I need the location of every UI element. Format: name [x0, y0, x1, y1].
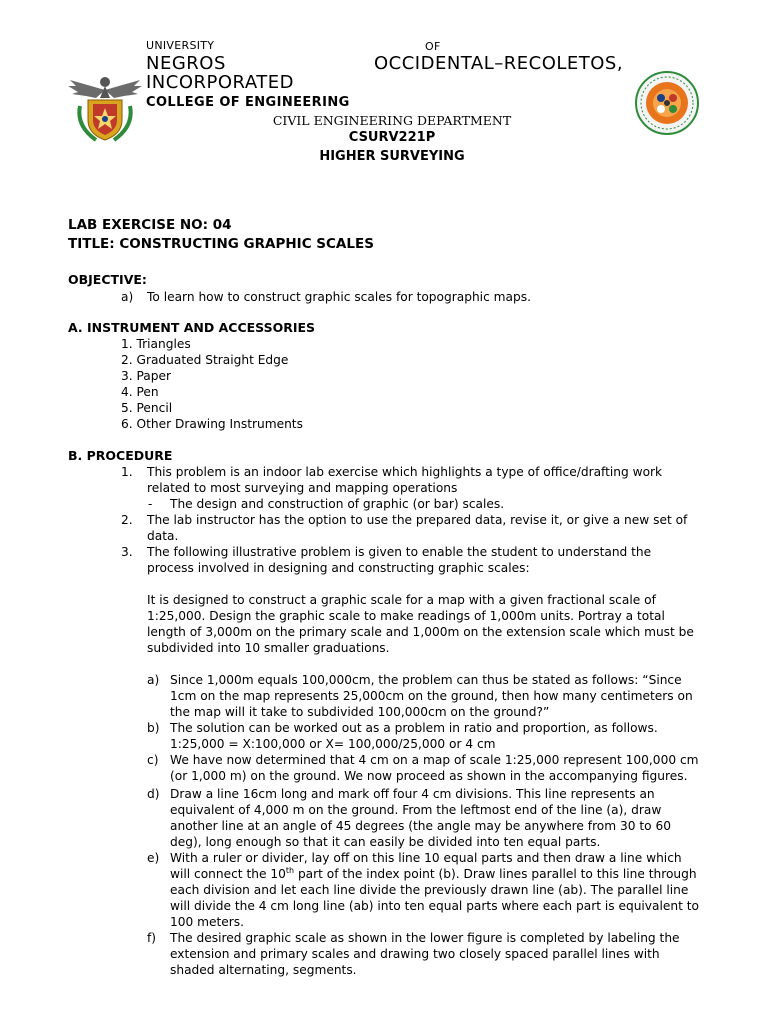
sub-step-marker: a) [147, 673, 160, 687]
sub-step-line: Since 1,000m equals 100,000cm, the problem can thus be stated as follows: “Since [170, 673, 682, 687]
step-line: The following illustrative problem is given to enable the student to understand the [147, 545, 652, 559]
lab-exercise-number: LAB EXERCISE NO: 04 [68, 217, 232, 233]
problem-line: 1:25,000. Design the graphic scale to make readings of 1,000m units. Portray a total [147, 609, 665, 623]
sub-step-line: the map will it take to subdivided 100,000cm on the ground?” [170, 705, 550, 719]
of-label: OF [425, 40, 441, 53]
sub-step-line: Draw a line 16cm long and mark off four 4 cm divisions. This line represents an [170, 787, 655, 801]
sub-step-line [170, 866, 697, 882]
sub-step-line: We have now determined that 4 cm on a map of scale 1:25,000 represent 100,000 cm [170, 753, 699, 767]
instrument-item: 6. Other Drawing Instruments [121, 417, 303, 431]
course-code: CSURV221P [348, 130, 436, 145]
sub-step-line-rest: part of the index point (b). Draw lines parallel to this line through [297, 867, 697, 881]
instrument-item: 5. Pencil [121, 401, 173, 415]
sub-step-line: equivalent of 4,000 m on the ground. From the leftmost end of the line (a), draw [170, 803, 662, 817]
step-dash: - [148, 497, 153, 511]
problem-line: It is designed to construct a graphic scale for a map with a given fractional scale of [147, 593, 656, 607]
sub-step-line: (or 1,000 m) on the ground. We now proceed as shown in the accompanying figures. [170, 769, 688, 783]
sub-step-line: deg), long enough so that it can easily be divided into ten equal parts. [170, 835, 601, 849]
objective-marker: a) [121, 290, 134, 304]
college-label: COLLEGE OF ENGINEERING [146, 95, 350, 110]
instrument-item: 1. Triangles [121, 337, 191, 351]
instrument-item: 4. Pen [121, 385, 159, 399]
sub-step-line: another line at an angle of 45 degrees (the angle may be anywhere from 30 to 60 [170, 819, 672, 833]
problem-line: subdivided into 10 smaller graduations. [147, 641, 390, 655]
sub-step-line: shaded alternating, segments. [170, 963, 357, 977]
instrument-item: 2. Graduated Straight Edge [121, 353, 289, 367]
occidental-label: OCCIDENTAL–RECOLETOS, [374, 53, 624, 74]
instrument-item: 3. Paper [121, 369, 172, 383]
step-number: 1. [121, 465, 133, 479]
sub-step-marker: d) [147, 787, 160, 801]
sub-step-line: The desired graphic scale as shown in the lower figure is completed by labeling the [170, 931, 680, 945]
step-line: data. [147, 529, 179, 543]
sub-step-line: extension and primary scales and drawing two closely spaced parallel lines with [170, 947, 660, 961]
sub-step-marker: b) [147, 721, 160, 735]
ordinal-suffix: th [285, 865, 295, 875]
sub-step-marker: e) [147, 851, 160, 865]
sub-step-line: With a ruler or divider, lay off on this line 10 equal parts and then draw a line which [170, 851, 682, 865]
negros-label: NEGROS [146, 53, 226, 74]
sub-step-line: The solution can be worked out as a problem in ratio and proportion, as follows. [170, 721, 658, 735]
sub-step-line: 100 meters. [170, 915, 245, 929]
step-line: The design and construction of graphic (or bar) scales. [170, 497, 505, 511]
step-line: process involved in designing and constructing graphic scales: [147, 561, 530, 575]
objective-text: To learn how to construct graphic scales for topographic maps. [147, 290, 531, 304]
step-line: The lab instructor has the option to use the prepared data, revise it, or give a new set of [147, 513, 688, 527]
step-line: related to most surveying and mapping operations [147, 481, 458, 495]
step-line: This problem is an indoor lab exercise which highlights a type of office/drafting work [147, 465, 663, 479]
university-label: UNIVERSITY [146, 39, 215, 52]
course-title: HIGHER SURVEYING [319, 149, 465, 164]
sub-step-marker: c) [147, 753, 159, 767]
lab-title: TITLE: CONSTRUCTING GRAPHIC SCALES [68, 236, 374, 252]
incorporated-label: INCORPORATED [146, 72, 294, 93]
sub-step-line: will divide the 4 cm long line (ab) into ten equal parts where each part is equivalent to [170, 899, 699, 913]
sub-step-line: 1cm on the map represents 25,000cm on the ground, then how many centimeters on [170, 689, 693, 703]
step-number: 3. [121, 545, 133, 559]
sub-step-marker: f) [147, 931, 157, 945]
instruments-heading: A. INSTRUMENT AND ACCESSORIES [68, 320, 316, 335]
procedure-heading: B. PROCEDURE [68, 448, 173, 463]
step-number: 2. [121, 513, 133, 527]
sub-step-line: 1:25,000 = X:100,000 or X= 100,000/25,000 or 4 cm [170, 737, 496, 751]
problem-line: length of 3,000m on the primary scale and 1,000m on the extension scale which must be [147, 625, 694, 639]
objective-heading: OBJECTIVE: [68, 272, 147, 287]
department-label: CIVIL ENGINEERING DEPARTMENT [272, 113, 512, 128]
sub-step-line-prefix: will connect the 10 [170, 867, 286, 881]
sub-step-line: each division and let each line divide the previously drawn line (ab). The parallel line [170, 883, 689, 897]
